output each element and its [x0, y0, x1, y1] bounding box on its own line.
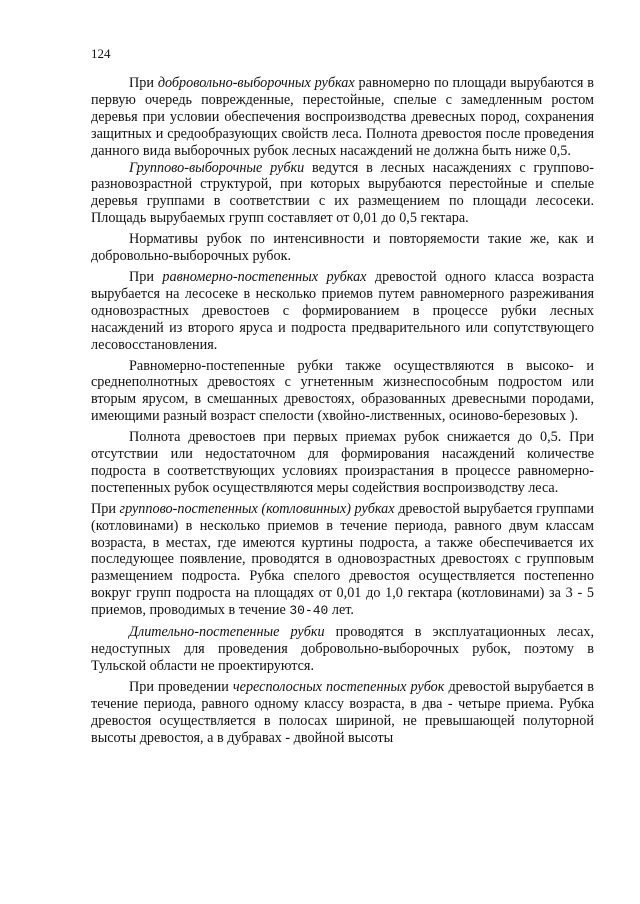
- paragraph-7: [91, 501, 594, 620]
- paragraph-1-term: добровольно-выборочных рубках: [157, 75, 355, 91]
- paragraph-6-text: Полнота древостоев при первых приемах рубок снижается до 0,5. При отсутствии или недостаточном для формирования насаждений количестве подроста в соответствующих условиях произрастания в процессе равномерно-постепенных рубок осуществляются меры содействия воспроизводству леса.: [91, 429, 594, 496]
- paragraph-8-term: Длительно-постепенные рубки: [129, 624, 325, 641]
- paragraph-2-after: ведутся в лесных насаждениях с группово-разновозрастной структурой, при которых вырубаются перестойные и спелые деревья группами в соответствии с их размещением по площади лесосеки. Площадь вырубаемых групп составляет от 0,01 до 0,5 гектара.: [91, 159, 594, 227]
- paragraph-4: [91, 269, 594, 354]
- paragraph-9: [91, 679, 594, 747]
- paragraph-9-term: чересполосных постепенных рубок: [232, 678, 445, 695]
- paragraph-4-after: древостой одного класса возраста вырубается на лесосеке в несколько приемов путем равномерного разреживания одновозрастных древостоев с формированием в процессе рубки лесных насаждений из второго яруса и подроста предварительного или сопутствующего лесовосстановления.: [91, 268, 595, 353]
- paragraph-5-text: Равномерно-постепенные рубки также осуществляются в высоко- и среднеполнотных древостоях с угнетенным жизнеспособным подростом или вторым ярусом, в смешанных древостоях, образованных древесными породами, имеющими разный возраст спелости (хвойно-лиственных, осиново-березовых ).: [91, 357, 594, 425]
- paragraph-5: [91, 358, 594, 426]
- paragraph-3: [91, 231, 594, 265]
- paragraph-7-period-years: 30-40: [289, 603, 329, 619]
- paragraph-7-tail: лет.: [328, 602, 354, 619]
- paragraph-4-before: При: [129, 268, 163, 285]
- paragraph-7-before: При: [91, 500, 120, 517]
- paragraph-2: [91, 160, 594, 228]
- page-number: 124: [91, 46, 111, 61]
- paragraph-9-after: древостой вырубается в течение периода, равного одному классу возраста, в два - четыре приема. Рубка древостоя осуществляется в полосах шириной, не превышающей полуторной высоты древостоя, а в дубравах - двойной высоты: [91, 678, 594, 746]
- paragraph-6: [91, 429, 594, 497]
- paragraph-7-term: группово-постепенных (котловинных) рубках: [119, 500, 395, 517]
- paragraph-1-after: равномерно по площади вырубаются в первую очередь поврежденные, перестойные, спелые с замедленным ростом деревья при условии обеспечения воспроизводства древесных пород, сохранения защитных и средообразующих свойств леса. Полнота древостоя после проведения данного вида выборочных рубок лесных насаждений не должна быть ниже 0,5.: [91, 75, 594, 159]
- paragraph-9-before: При проведении: [129, 678, 233, 695]
- paragraph-2-term: Группово-выборочные рубки: [129, 159, 305, 176]
- paragraph-4-term: равномерно-постепенных рубках: [162, 268, 367, 285]
- paragraph-7-after: древостой вырубается группами (котловинами) в несколько приемов в течение периода, равного двум классам возраста, в местах, где имеются куртины подроста, а также обеспечивается их последующее появление, проводятся в одновозрастных древостоях с групповым размещением подроста. Рубка спелого древостоя осуществляется постепенно вокруг групп подроста на площадях от 0,01 до 1,0 гектара (котловинами) за 3 - 5 приемов, проводимых в течение: [91, 500, 594, 619]
- paragraph-8-after: проводятся в эксплуатационных лесах, недоступных для проведения добровольно-выборочных рубок, поэтому в Тульской области не проектируются.: [91, 624, 594, 674]
- body-text: [91, 75, 594, 746]
- paragraph-3-text: Нормативы рубок по интенсивности и повторяемости такие же, как и добровольно-выборочных рубок.: [91, 231, 594, 265]
- paragraph-1-before: При: [129, 75, 158, 91]
- paragraph-1: [91, 75, 594, 160]
- paragraph-8: [91, 624, 594, 675]
